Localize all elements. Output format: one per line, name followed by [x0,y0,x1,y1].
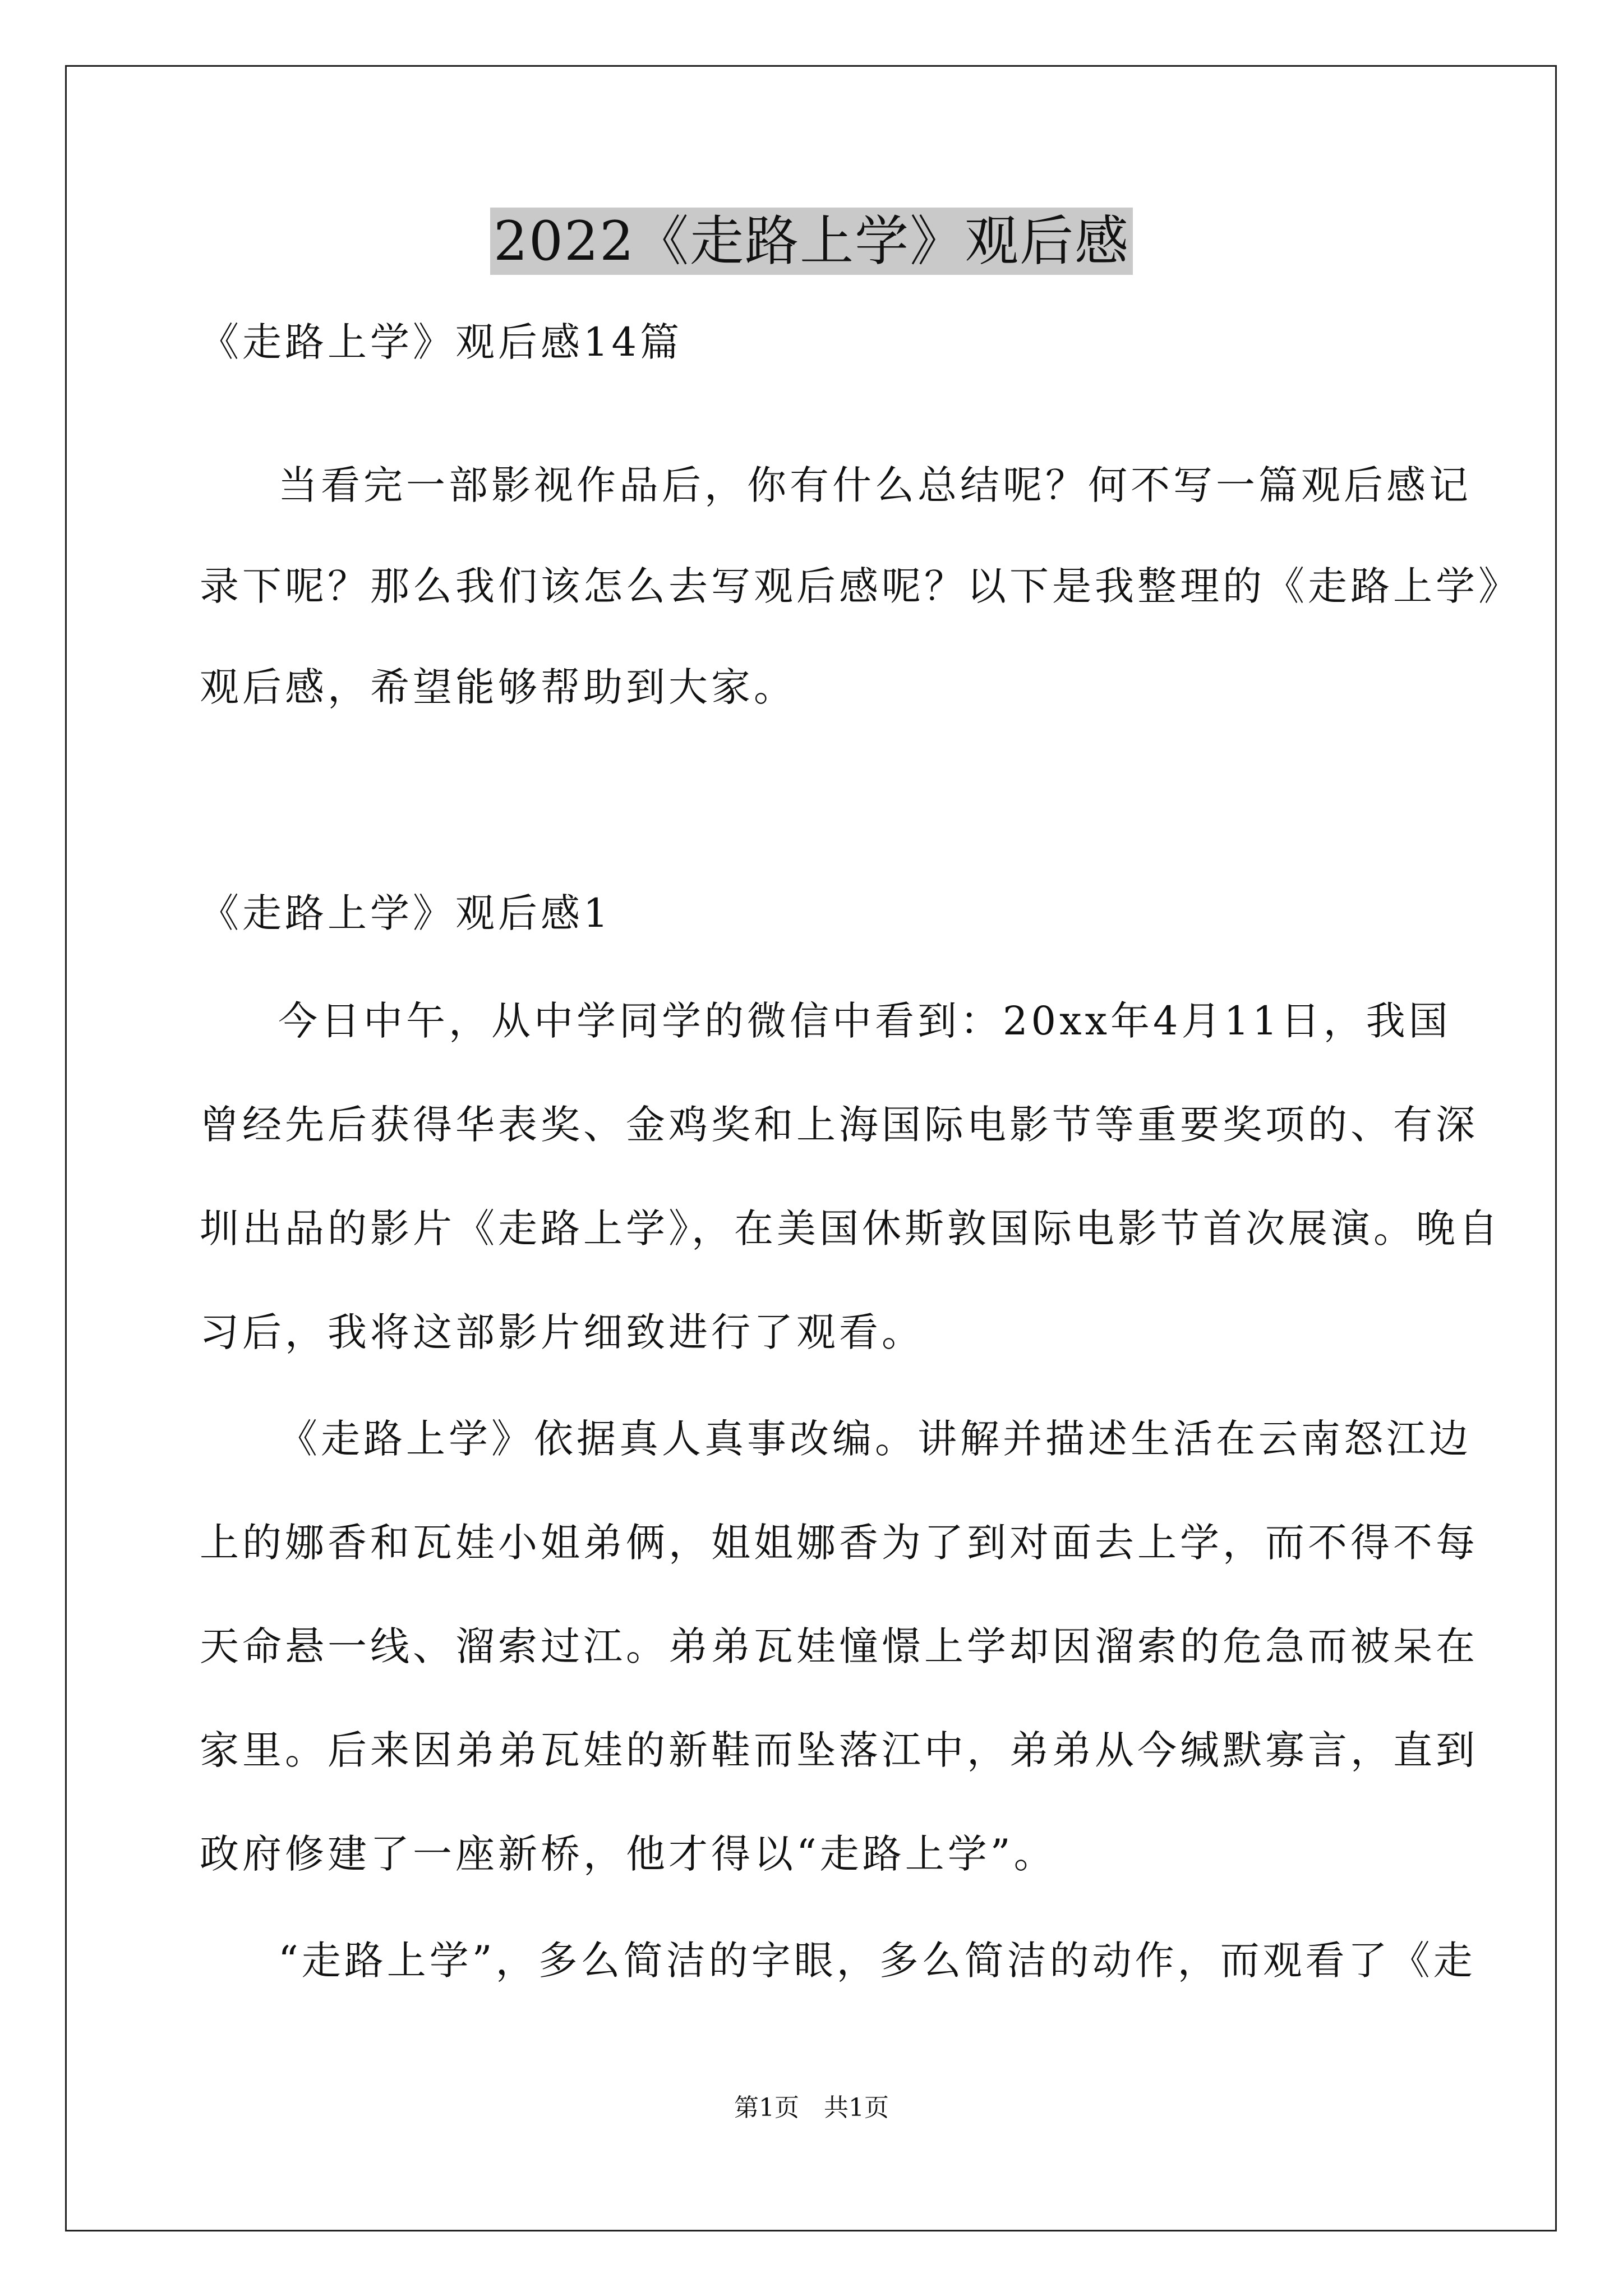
intro-line: 录下呢？那么我们该怎么去写观后感呢？以下是我整理的《走路上学》 [200,563,1521,609]
paragraph-line: 政府修建了一座新桥，他才得以“走路上学”。 [200,1831,1057,1877]
paragraph-line: 家里。后来因弟弟瓦娃的新鞋而坠落江中，弟弟从今缄默寡言，直到 [200,1727,1478,1773]
document-title [0,202,1623,280]
section-heading: 《走路上学》观后感1 [200,890,612,936]
paragraph-line: 曾经先后获得华表奖、金鸡奖和上海国际电影节等重要奖项的、有深 [200,1102,1478,1148]
paragraph-line: 习后，我将这部影片细致进行了观看。 [200,1309,924,1355]
intro-line: 当看完一部影视作品后，你有什么总结呢？何不写一篇观后感记 [278,462,1472,508]
paragraph-line: 上的娜香和瓦娃小姐弟俩，姐姐娜香为了到对面去上学，而不得不每 [200,1520,1478,1566]
intro-line: 观后感，希望能够帮助到大家。 [200,664,796,710]
paragraph-line: 天命悬一线、溜索过江。弟弟瓦娃憧憬上学却因溜索的危急而被呆在 [200,1623,1478,1669]
document-title-text: 2022《走路上学》观后感 [490,208,1133,275]
paragraph-line: 《走路上学》依据真人真事改编。讲解并描述生活在云南怒江边 [278,1416,1472,1462]
document-subtitle: 《走路上学》观后感14篇 [200,319,683,365]
paragraph-line: “走路上学”，多么简洁的字眼，多么简洁的动作，而观看了《走 [278,1938,1476,1984]
paragraph-line: 圳出品的影片《走路上学》，在美国休斯敦国际电影节首次展演。晚自 [200,1205,1501,1251]
page-footer: 第1页 共1页 [734,2093,889,2122]
paragraph-line: 今日中午，从中学同学的微信中看到：20xx年4月11日，我国 [278,998,1451,1044]
